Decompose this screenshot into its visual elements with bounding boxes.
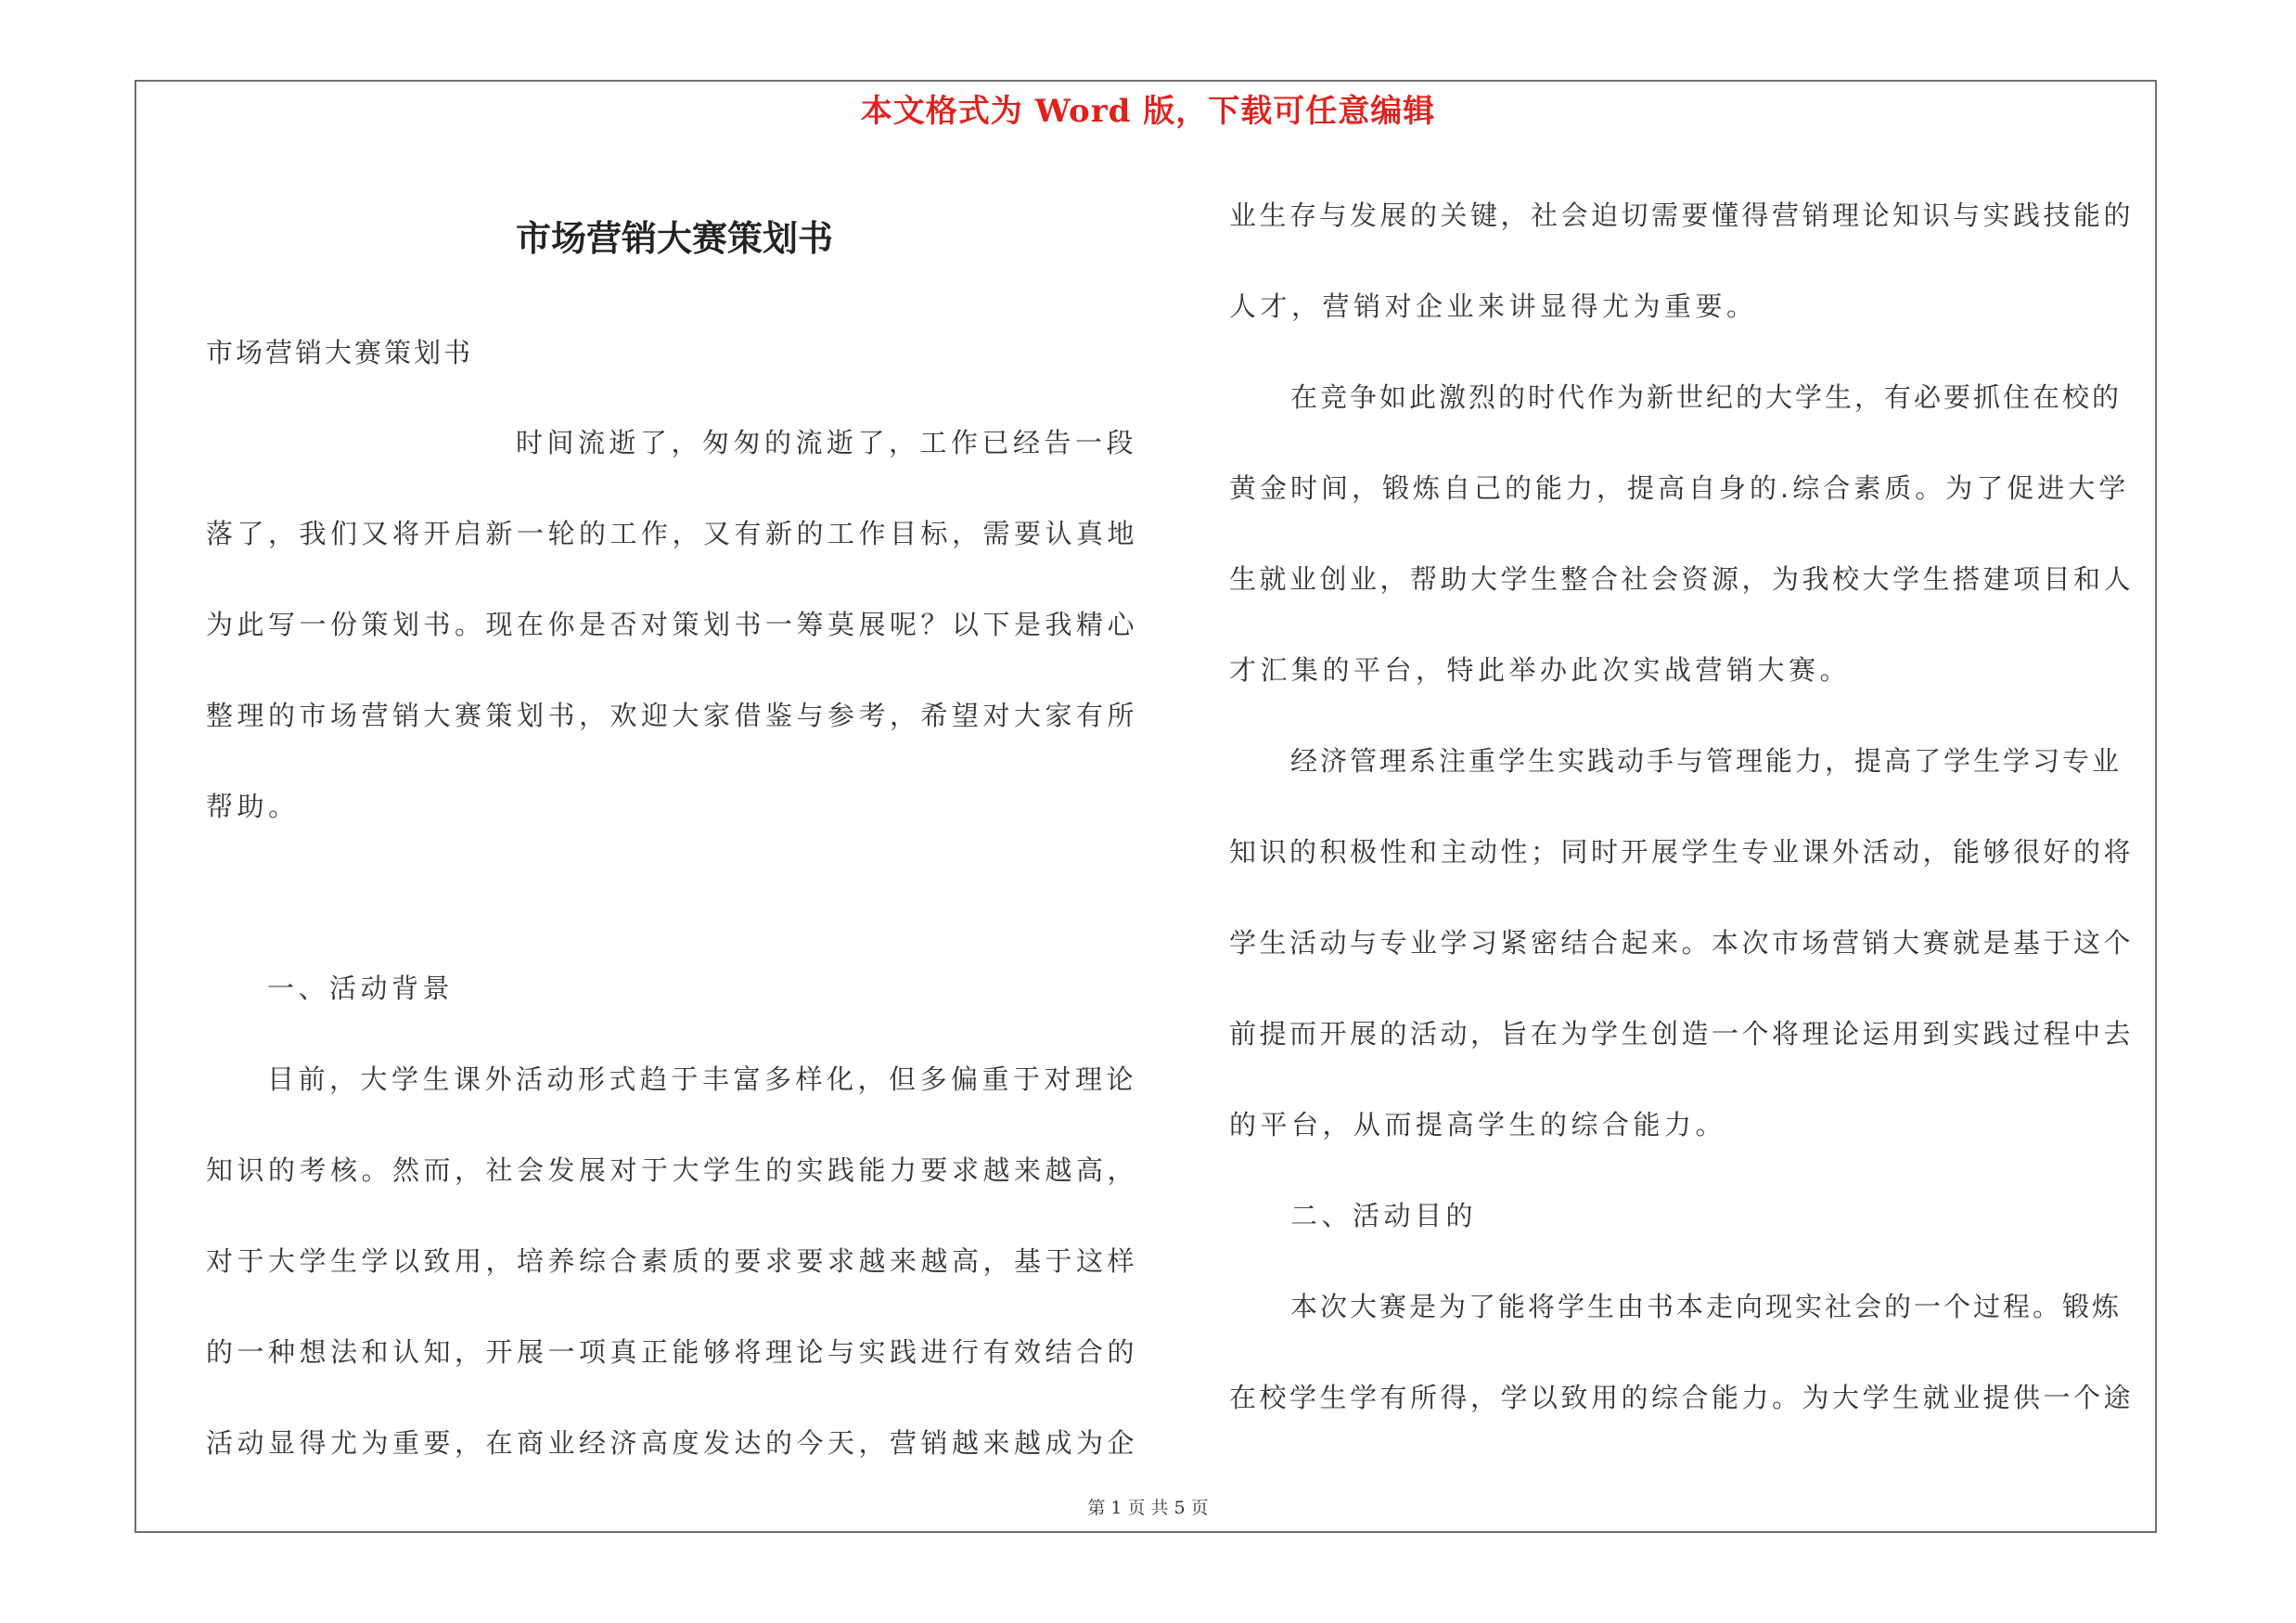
- right-line-3: 黄金时间，锻炼自己的能力，提高自身的.综合素质。为了促进大学: [1229, 472, 2130, 504]
- right-line-5: 才汇集的平台，特此举办此次实战营销大赛。: [1229, 654, 1852, 686]
- section-heading-background: 一、活动背景: [267, 973, 455, 1004]
- page-number-footer: 第 1 页 共 5 页: [1087, 1498, 1209, 1518]
- right-line-8: 学生活动与专业学习紧密结合起来。本次市场营销大赛就是基于这个: [1229, 927, 2135, 959]
- right-line-13: 在校学生学有所得，学以致用的综合能力。为大学生就业提供一个途: [1229, 1382, 2135, 1413]
- left-line-4: 整理的市场营销大赛策划书，欢迎大家借鉴与参考，希望对大家有所: [206, 700, 1139, 731]
- left-line-9: 对于大学生学以致用，培养综合素质的要求要求越来越高，基于这样: [206, 1245, 1139, 1277]
- right-line-6: 经济管理系注重学生实践动手与管理能力，提高了学生学习专业: [1290, 745, 2123, 777]
- right-line-1: 人才，营销对企业来讲显得尤为重要。: [1229, 290, 1758, 322]
- document-title: 市场营销大赛策划书: [515, 217, 833, 259]
- right-line-0: 业生存与发展的关键，社会迫切需要懂得营销理论知识与实践技能的: [1229, 200, 2135, 231]
- section-heading-purpose: 二、活动目的: [1290, 1200, 1478, 1231]
- right-line-4: 生就业创业，帮助大学生整合社会资源，为我校大学生搭建项目和人: [1229, 563, 2135, 595]
- left-line-2: 落了，我们又将开启新一轮的工作，又有新的工作目标，需要认真地: [206, 518, 1139, 549]
- left-line-10: 的一种想法和认知，开展一项真正能够将理论与实践进行有效结合的: [206, 1336, 1139, 1368]
- right-line-9: 前提而开展的活动，旨在为学生创造一个将理论运用到实践过程中去: [1229, 1018, 2135, 1050]
- left-line-7: 目前，大学生课外活动形式趋于丰富多样化，但多偏重于对理论: [267, 1063, 1138, 1095]
- left-line-5: 帮助。: [206, 791, 300, 822]
- right-line-12: 本次大赛是为了能将学生由书本走向现实社会的一个过程。锻炼: [1290, 1291, 2123, 1322]
- left-line-1: 时间流逝了，匆匆的流逝了，工作已经告一段: [516, 427, 1138, 458]
- word-format-banner: 本文格式为 Word 版，下载可任意编辑: [860, 93, 1436, 130]
- left-line-3: 为此写一份策划书。现在你是否对策划书一筹莫展呢？以下是我精心: [206, 609, 1139, 640]
- right-line-10: 的平台，从而提高学生的综合能力。: [1229, 1109, 1727, 1140]
- left-line-8: 知识的考核。然而，社会发展对于大学生的实践能力要求越来越高，: [206, 1154, 1139, 1186]
- right-line-2: 在竞争如此激烈的时代作为新世纪的大学生，有必要抓住在校的: [1290, 381, 2123, 413]
- left-line-11: 活动显得尤为重要，在商业经济高度发达的今天，营销越来越成为企: [206, 1427, 1139, 1459]
- right-line-7: 知识的积极性和主动性；同时开展学生专业课外活动，能够很好的将: [1229, 836, 2135, 868]
- left-line-subtitle: 市场营销大赛策划书: [206, 337, 474, 368]
